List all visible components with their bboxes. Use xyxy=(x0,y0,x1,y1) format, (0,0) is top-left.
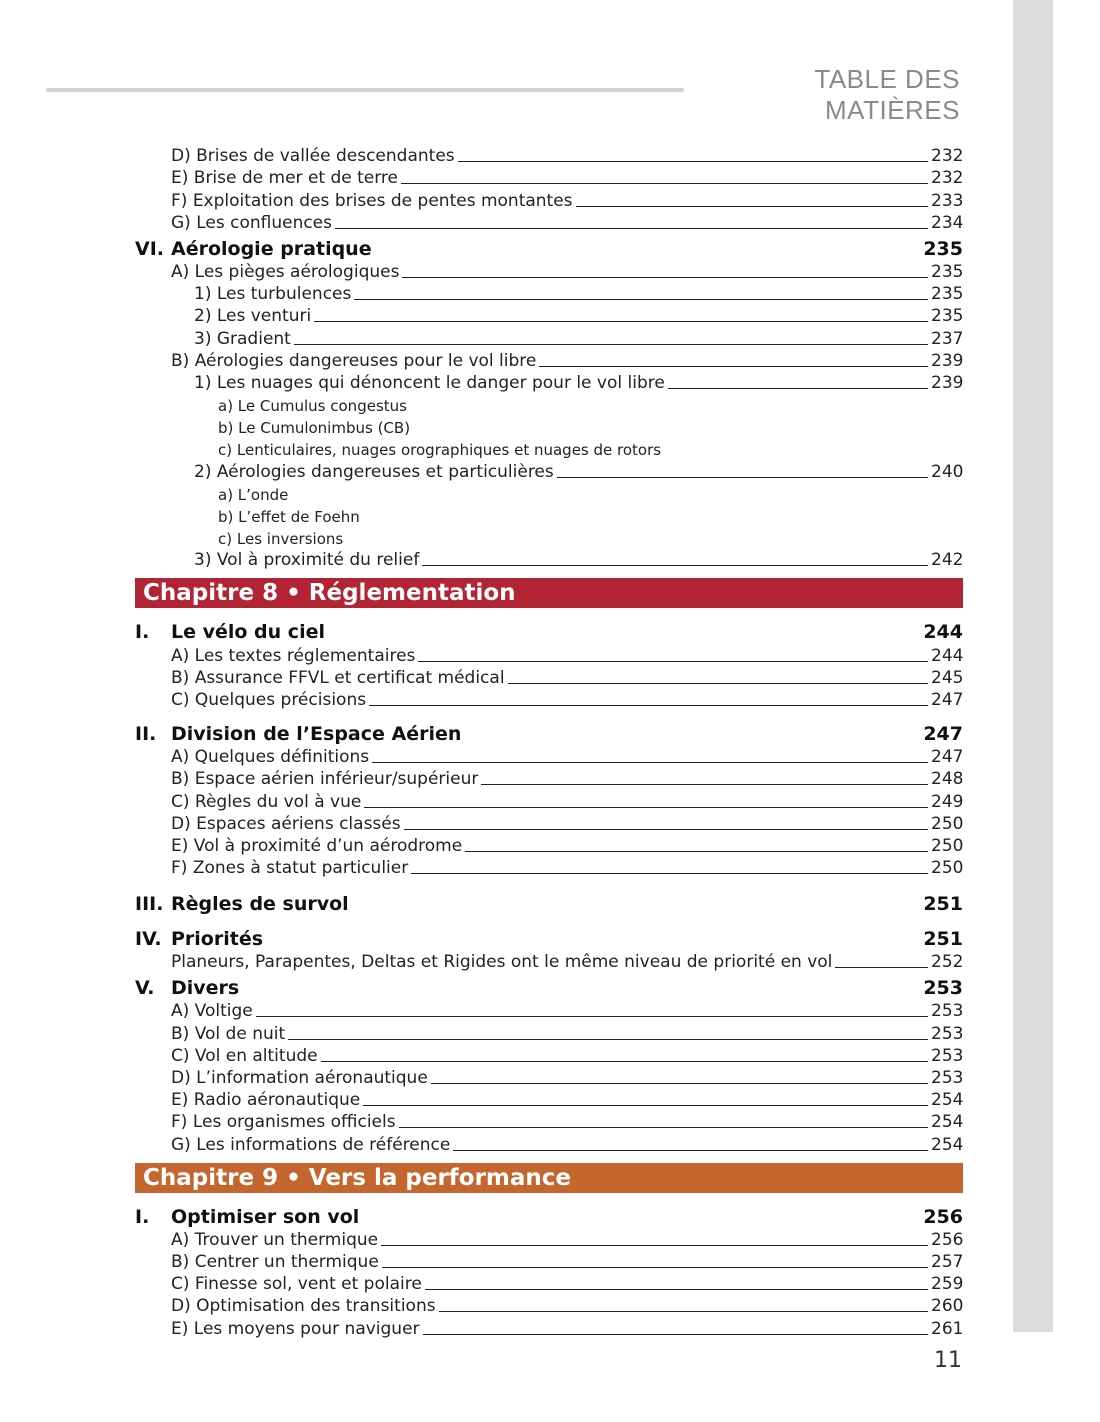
toc-entry-label: E) Brise de mer et de terre xyxy=(171,168,399,189)
toc-entry[interactable] xyxy=(135,282,963,304)
section-page: 251 xyxy=(923,893,963,916)
toc-entry[interactable] xyxy=(135,1132,963,1154)
toc-subentry[interactable] xyxy=(135,415,963,437)
toc-entry-label: D) Brises de vallée descendantes xyxy=(171,146,455,167)
section-number: IV. xyxy=(135,928,162,951)
section-title: Priorités xyxy=(171,928,264,951)
leader-line xyxy=(418,661,928,662)
leader-line xyxy=(404,829,928,830)
toc-entry-page: 235 xyxy=(931,284,964,305)
toc-entry[interactable] xyxy=(135,1044,963,1066)
toc-entry-page: 247 xyxy=(931,689,964,710)
section-page: 256 xyxy=(923,1205,963,1228)
header-rule xyxy=(46,88,684,92)
toc-entry-label: 3) Gradient xyxy=(194,328,291,349)
toc-entry-page: 235 xyxy=(931,306,964,327)
section-number: II. xyxy=(135,722,157,745)
toc-entry[interactable] xyxy=(135,1110,963,1132)
toc-entry-label: E) Les moyens pour naviguer xyxy=(171,1318,420,1339)
toc-entry[interactable] xyxy=(135,856,963,878)
toc-entry-page: 249 xyxy=(931,791,964,812)
toc-entry-label: 1) Les turbulences xyxy=(194,284,352,305)
toc-entry-label: 2) Les venturi xyxy=(194,306,312,327)
toc-entry-page: 242 xyxy=(931,550,964,571)
toc-entry-page: 232 xyxy=(931,168,964,189)
leader-line xyxy=(363,1105,928,1106)
leader-line xyxy=(835,967,928,968)
toc-entry-label: Planeurs, Parapentes, Deltas et Rigides ont le même niveau de priorité en vol xyxy=(171,952,833,973)
section-page: 244 xyxy=(923,621,963,644)
page-title: TABLE DES MATIÈRES xyxy=(814,64,960,125)
toc-entry[interactable] xyxy=(135,1228,963,1250)
section-number: V. xyxy=(135,977,155,1000)
toc-entry-page: 239 xyxy=(931,350,964,371)
toc-entry-page: 233 xyxy=(931,190,964,211)
toc-section[interactable] xyxy=(135,616,963,643)
toc-entry[interactable] xyxy=(135,166,963,188)
leader-line xyxy=(382,1267,928,1268)
toc-entry-page: 250 xyxy=(931,813,964,834)
toc-subentry-label: c) Lenticulaires, nuages orographiques et nuages de rotors xyxy=(218,441,662,460)
toc-entry-label: B) Centrer un thermique xyxy=(171,1251,379,1272)
section-number: III. xyxy=(135,893,164,916)
section-page: 247 xyxy=(923,722,963,745)
toc-section[interactable] xyxy=(135,972,963,999)
toc-entry-page: 232 xyxy=(931,146,964,167)
leader-line xyxy=(399,1127,928,1128)
toc-entry-label: E) Vol à proximité d’un aérodrome xyxy=(171,835,463,856)
toc-entry-label: B) Aérologies dangereuses pour le vol libre xyxy=(171,350,537,371)
toc-entry-label: D) Espaces aériens classés xyxy=(171,813,401,834)
leader-line xyxy=(372,762,928,763)
toc-entry-label: F) Exploitation des brises de pentes montantes xyxy=(171,190,573,211)
toc-entry-label: C) Vol en altitude xyxy=(171,1045,318,1066)
toc-entry-page: 250 xyxy=(931,835,964,856)
leader-line xyxy=(439,1311,928,1312)
leader-line xyxy=(381,1245,928,1246)
toc-subentry[interactable] xyxy=(135,482,963,504)
toc-entry-label: C) Quelques précisions xyxy=(171,689,367,710)
toc-entry[interactable] xyxy=(135,950,963,972)
toc-subentry-label: b) Le Cumulonimbus (CB) xyxy=(218,419,411,438)
toc-entry-label: F) Les organismes officiels xyxy=(171,1112,396,1133)
page-number: 11 xyxy=(934,1348,962,1373)
toc-entry-label: B) Espace aérien inférieur/supérieur xyxy=(171,769,479,790)
toc-section[interactable] xyxy=(135,888,963,915)
toc-entry[interactable] xyxy=(135,666,963,688)
toc-entry-label: B) Assurance FFVL et certificat médical xyxy=(171,667,505,688)
toc-entry-page: 253 xyxy=(931,1001,964,1022)
section-page: 251 xyxy=(923,928,963,951)
toc-entry[interactable] xyxy=(135,211,963,233)
toc-entry-page: 245 xyxy=(931,667,964,688)
toc-entry[interactable] xyxy=(135,812,963,834)
toc-entry-page: 260 xyxy=(931,1296,964,1317)
toc-entry-label: B) Vol de nuit xyxy=(171,1023,286,1044)
toc-entry[interactable] xyxy=(135,834,963,856)
toc-entry-label: G) Les confluences xyxy=(171,212,333,233)
toc-subentry[interactable] xyxy=(135,526,963,548)
toc-entry[interactable] xyxy=(135,745,963,767)
toc-entry-label: E) Radio aéronautique xyxy=(171,1090,361,1111)
toc-section[interactable] xyxy=(135,718,963,745)
toc-entry[interactable] xyxy=(135,144,963,166)
leader-line xyxy=(453,1150,928,1151)
chapter-9-header[interactable]: Chapitre 9 • Vers la performance xyxy=(135,1163,963,1193)
leader-line xyxy=(557,477,928,478)
toc-entry[interactable] xyxy=(135,1294,963,1316)
toc-entry-page: 261 xyxy=(931,1318,964,1339)
toc-entry[interactable] xyxy=(135,1316,963,1338)
toc-entry-label: A) Trouver un thermique xyxy=(171,1229,379,1250)
toc-entry-page: 239 xyxy=(931,372,964,393)
leader-line xyxy=(458,161,928,162)
leader-line xyxy=(369,705,928,706)
section-title: Divers xyxy=(171,977,240,1000)
toc-entry[interactable] xyxy=(135,260,963,282)
leader-line xyxy=(314,321,928,322)
toc-entry-page: 240 xyxy=(931,461,964,482)
toc-entry-page: 256 xyxy=(931,1229,964,1250)
toc-entry-page: 253 xyxy=(931,1068,964,1088)
toc-entry-page: 253 xyxy=(931,1023,964,1044)
toc-entry-page: 254 xyxy=(931,1134,964,1155)
leader-line xyxy=(354,299,928,300)
toc-entry-page: 257 xyxy=(931,1251,964,1272)
toc-entry[interactable] xyxy=(135,999,963,1021)
toc-entry[interactable] xyxy=(135,643,963,665)
leader-line xyxy=(335,228,928,229)
toc-entry-label: A) Les pièges aérologiques xyxy=(171,261,400,282)
toc-entry[interactable] xyxy=(135,688,963,710)
section-title: Le vélo du ciel xyxy=(171,621,325,644)
toc-entry-label: 1) Les nuages qui dénoncent le danger pour le vol libre xyxy=(194,372,665,393)
toc-entry-page: 259 xyxy=(931,1274,964,1295)
page-edge-bar xyxy=(1013,0,1053,1332)
toc-entry-label: A) Voltige xyxy=(171,1001,253,1022)
toc-entry[interactable] xyxy=(135,349,963,371)
toc-entry[interactable] xyxy=(135,767,963,789)
toc-section-vi[interactable] xyxy=(135,233,963,260)
toc-subentry-label: a) L’onde xyxy=(218,485,289,504)
toc-entry[interactable] xyxy=(135,304,963,326)
toc-entry[interactable] xyxy=(135,1021,963,1043)
section-title: Division de l’Espace Aérien xyxy=(171,722,462,745)
toc-subentry-label: b) L’effet de Foehn xyxy=(218,508,360,526)
toc-entry-page: 237 xyxy=(931,328,964,349)
toc-entry-label: A) Quelques définitions xyxy=(171,747,370,768)
section-title: Optimiser son vol xyxy=(171,1205,360,1228)
section-number: I. xyxy=(135,1205,150,1228)
leader-line xyxy=(401,183,928,184)
toc-entry-label: D) L’information aéronautique xyxy=(171,1068,428,1088)
toc-entry[interactable] xyxy=(135,789,963,811)
toc-entry-label: 2) Aérologies dangereuses et particulières xyxy=(194,461,554,482)
leader-line xyxy=(256,1016,928,1017)
toc-entry-page: 254 xyxy=(931,1112,964,1133)
toc-subentry-label: a) Le Cumulus congestus xyxy=(218,397,407,416)
toc-entry[interactable] xyxy=(135,548,963,570)
toc-section[interactable] xyxy=(135,923,963,950)
toc-subentry[interactable] xyxy=(135,437,963,459)
toc-entry-page: 248 xyxy=(931,769,964,790)
leader-line xyxy=(364,807,928,808)
leader-line xyxy=(321,1061,928,1062)
toc-entry-label: 3) Vol à proximité du relief xyxy=(194,550,420,571)
toc-subentry-label: c) Les inversions xyxy=(218,530,344,549)
toc-entry-page: 252 xyxy=(931,952,964,973)
leader-line xyxy=(668,388,928,389)
leader-line xyxy=(508,683,928,684)
toc-entry[interactable] xyxy=(135,1272,963,1294)
section-page: 235 xyxy=(923,237,963,260)
leader-line xyxy=(465,851,928,852)
section-number: VI. xyxy=(135,237,164,260)
toc-entry[interactable] xyxy=(135,326,963,348)
toc-entry-page: 235 xyxy=(931,261,964,282)
toc-entry[interactable] xyxy=(135,1088,963,1110)
toc-entry-label: F) Zones à statut particulier xyxy=(171,858,409,879)
toc-entry-label: G) Les informations de référence xyxy=(171,1134,451,1155)
leader-line xyxy=(294,344,928,345)
leader-line xyxy=(539,366,928,367)
toc-section[interactable] xyxy=(135,1201,963,1228)
section-title: Aérologie pratique xyxy=(171,237,372,260)
leader-line xyxy=(288,1039,928,1040)
toc-entry-page: 234 xyxy=(931,212,964,233)
toc-entry-label: C) Règles du vol à vue xyxy=(171,791,362,812)
leader-line xyxy=(576,206,928,207)
toc-entry-label: A) Les textes réglementaires xyxy=(171,645,416,666)
toc-entry[interactable] xyxy=(135,1066,963,1088)
leader-line xyxy=(402,277,928,278)
toc-entry-page: 254 xyxy=(931,1090,964,1111)
table-of-contents xyxy=(135,144,963,1339)
section-title: Règles de survol xyxy=(171,893,349,916)
toc-entry-page: 244 xyxy=(931,645,964,666)
leader-line xyxy=(481,784,928,785)
leader-line xyxy=(431,1083,928,1084)
leader-line xyxy=(422,565,928,566)
chapter-8-header[interactable]: Chapitre 8 • Réglementation xyxy=(135,578,963,608)
leader-line xyxy=(423,1334,928,1335)
toc-entry-page: 253 xyxy=(931,1045,964,1066)
toc-entry-label: D) Optimisation des transitions xyxy=(171,1296,436,1317)
section-page: 253 xyxy=(923,977,963,1000)
leader-line xyxy=(425,1289,928,1290)
toc-subentry[interactable] xyxy=(135,393,963,415)
leader-line xyxy=(411,873,928,874)
toc-entry[interactable] xyxy=(135,1250,963,1272)
toc-subentry[interactable] xyxy=(135,504,963,526)
toc-entry[interactable] xyxy=(135,459,963,481)
toc-entry-page: 250 xyxy=(931,858,964,879)
toc-entry-page: 247 xyxy=(931,747,964,768)
toc-entry[interactable] xyxy=(135,371,963,393)
toc-entry-label: C) Finesse sol, vent et polaire xyxy=(171,1274,422,1295)
toc-entry[interactable] xyxy=(135,188,963,210)
section-number: I. xyxy=(135,621,150,644)
